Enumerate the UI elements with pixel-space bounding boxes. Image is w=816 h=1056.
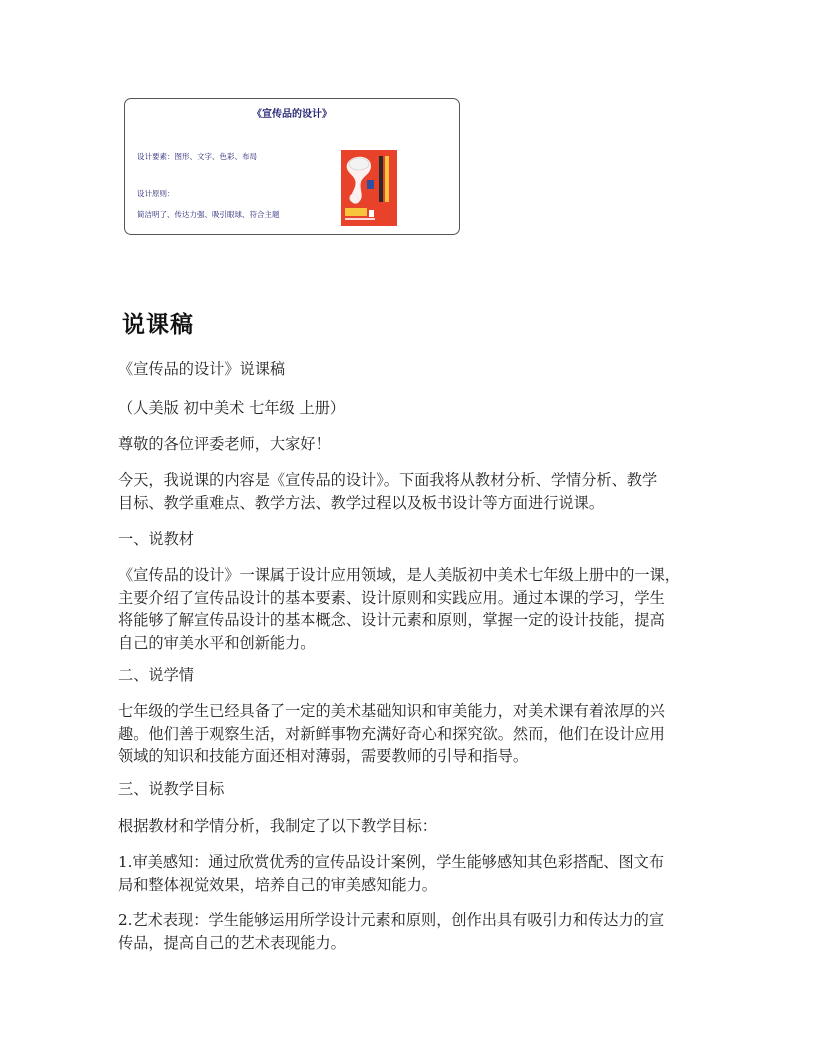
slide-principles: 简洁明了、传达力强、吸引眼球、符合主题 [137,210,280,219]
paragraph [118,564,702,654]
section-heading [118,664,702,687]
text-line: 七年级的学生已经具备了一定的美术基础知识和审美能力，对美术课有着浓厚的兴 [118,702,665,720]
text-line: 将能够了解宣传品设计的基本概念、设计元素和原则，掌握一定的设计技能，提高 [118,611,665,629]
text-line: 《宣传品的设计》一课属于设计应用领域，是人美版初中美术七年级上册中的一课， [118,566,680,584]
text-line: 二、说学情 [118,666,194,684]
slide-title: 《宣传品的设计》 [252,109,332,120]
text-line: 根据教材和学情分析，我制定了以下教学目标： [118,817,437,835]
text-line: 今天，我说课的内容是《宣传品的设计》。下面我将从教材分析、学情分析、教学 [118,471,658,489]
page-title: 说课稿 [122,312,194,338]
slide-principles-label: 设计原则： [137,189,175,198]
paragraph [118,469,702,514]
poster-blue-block [367,180,374,189]
slide-thumbnail [124,98,460,235]
paragraph [118,700,702,768]
text-line: （人美版 初中美术 七年级 上册） [118,399,346,417]
text-line: 趣。他们善于观察生活，对新鲜事物充满好奇心和探究欲。然而，他们在设计应用 [118,724,665,743]
text-line: 三、说教学目标 [118,780,225,798]
text-line: 领域的知识和技能方面还相对薄弱，需要教师的引导和指导。 [118,747,529,765]
paragraph [118,358,702,381]
text-line: 1.审美感知：通过欣赏优秀的宣传品设计案例，学生能够感知其色彩搭配、图文布 [118,853,665,871]
text-line: 主要介绍了宣传品设计的基本要素、设计原则和实践应用。通过本课的学习，学生 [118,588,665,607]
text-line: 传品，提高自己的艺术表现能力。 [118,933,346,952]
poster-yellow-block [345,208,367,216]
text-line: 2.艺术表现：学生能够运用所学设计元素和原则，创作出具有吸引力和传达力的宣 [118,911,665,929]
slide-design-elements: 设计要素：图形、文字、色彩、布局 [137,152,257,161]
paragraph [118,433,702,456]
paragraph [118,397,702,420]
section-heading [118,528,702,551]
text-line: 一、说教材 [118,530,194,548]
text-line: 局和整体视觉效果，培养自己的审美感知能力。 [118,875,437,894]
text-line: 《宣传品的设计》说课稿 [118,360,286,378]
text-line: 目标、教学重难点、教学方法、教学过程以及板书设计等方面进行说课。 [118,493,604,512]
paragraph [118,851,702,896]
paragraph [118,909,702,954]
section-heading [118,778,702,801]
paragraph [118,815,702,838]
poster-image [341,150,397,226]
text-line: 尊敬的各位评委老师，大家好！ [118,435,331,453]
text-line: 自己的审美水平和创新能力。 [118,633,316,652]
